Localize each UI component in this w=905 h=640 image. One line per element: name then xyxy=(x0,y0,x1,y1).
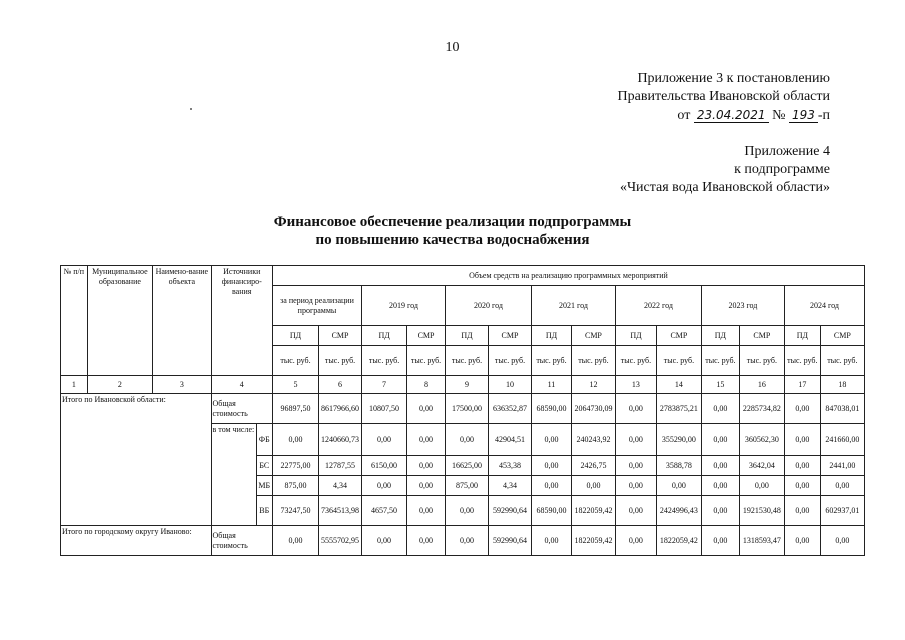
appendix-line-1: Приложение 4 xyxy=(744,144,830,159)
table-body xyxy=(61,266,865,556)
value-cell: 0,00 xyxy=(701,496,739,526)
header-pd: ПД xyxy=(701,326,739,346)
column-number: 14 xyxy=(656,376,701,394)
value-cell: 8617966,60 xyxy=(319,394,362,424)
value-cell: 0,00 xyxy=(701,476,739,496)
value-cell: 0,00 xyxy=(445,496,488,526)
header-year: 2021 год xyxy=(531,286,615,326)
approval-line-1: Приложение 3 к постановлению xyxy=(637,71,830,86)
value-cell: 360562,30 xyxy=(739,424,784,456)
header-pd: ПД xyxy=(362,326,407,346)
value-cell: 42904,51 xyxy=(488,424,531,456)
value-cell: 16625,00 xyxy=(445,456,488,476)
approval-date-handwritten: 23.04.2021 xyxy=(694,108,769,123)
header-municipality: Муниципальное образование xyxy=(87,266,153,376)
title-line-1: Финансовое обеспечение реализации подпрограммы xyxy=(273,214,632,230)
value-cell: 2783875,21 xyxy=(656,394,701,424)
header-unit: тыс. руб. xyxy=(407,346,446,376)
table-row xyxy=(61,526,865,556)
header-unit: тыс. руб. xyxy=(820,346,864,376)
value-cell: 1822059,42 xyxy=(571,496,615,526)
including-label: в том числе: xyxy=(211,424,256,526)
total-region-label: Итого по Ивановской области: xyxy=(61,394,212,526)
value-cell: 240243,92 xyxy=(571,424,615,456)
value-cell: 0,00 xyxy=(820,526,864,556)
value-cell: 0,00 xyxy=(615,496,656,526)
approval-line-2: Правительства Ивановской области xyxy=(617,89,830,104)
value-cell: 4,34 xyxy=(488,476,531,496)
header-unit: тыс. руб. xyxy=(784,346,820,376)
value-cell: 0,00 xyxy=(784,526,820,556)
value-cell: 0,00 xyxy=(362,476,407,496)
value-cell: 875,00 xyxy=(445,476,488,496)
source-total-cost: Общая стоимость xyxy=(211,526,272,556)
value-cell: 1318593,47 xyxy=(739,526,784,556)
header-unit: тыс. руб. xyxy=(571,346,615,376)
document-title xyxy=(0,213,905,249)
value-cell: 0,00 xyxy=(615,394,656,424)
header-pd: ПД xyxy=(445,326,488,346)
column-number: 11 xyxy=(531,376,571,394)
value-cell: 17500,00 xyxy=(445,394,488,424)
value-cell: 0,00 xyxy=(820,476,864,496)
value-cell: 0,00 xyxy=(531,456,571,476)
header-unit: тыс. руб. xyxy=(319,346,362,376)
header-smr: СМР xyxy=(656,326,701,346)
column-number: 17 xyxy=(784,376,820,394)
value-cell: 1822059,42 xyxy=(656,526,701,556)
value-cell: 0,00 xyxy=(656,476,701,496)
value-cell: 0,00 xyxy=(784,394,820,424)
value-cell: 0,00 xyxy=(407,526,446,556)
column-number: 12 xyxy=(571,376,615,394)
column-number: 16 xyxy=(739,376,784,394)
column-number: 7 xyxy=(362,376,407,394)
header-year: 2024 год xyxy=(784,286,864,326)
value-cell: 0,00 xyxy=(739,476,784,496)
header-year: 2023 год xyxy=(701,286,784,326)
source-code: ВБ xyxy=(256,496,272,526)
value-cell: 0,00 xyxy=(784,496,820,526)
value-cell: 68590,00 xyxy=(531,394,571,424)
column-number: 4 xyxy=(211,376,272,394)
value-cell: 0,00 xyxy=(531,476,571,496)
column-number: 8 xyxy=(407,376,446,394)
value-cell: 0,00 xyxy=(407,394,446,424)
value-cell: 241660,00 xyxy=(820,424,864,456)
header-unit: тыс. руб. xyxy=(362,346,407,376)
header-volume: Объем средств на реализацию программных мероприятий xyxy=(272,266,864,286)
value-cell: 0,00 xyxy=(615,424,656,456)
approval-number-suffix: -п xyxy=(817,108,830,123)
header-year: 2019 год xyxy=(362,286,446,326)
header-source: Источники финансиро-вания xyxy=(211,266,272,376)
financing-table xyxy=(60,265,865,556)
title-line-2: по повышению качества водоснабжения xyxy=(315,232,590,248)
value-cell: 73247,50 xyxy=(272,496,318,526)
value-cell: 592990,64 xyxy=(488,496,531,526)
header-unit: тыс. руб. xyxy=(615,346,656,376)
value-cell: 3642,04 xyxy=(739,456,784,476)
value-cell: 3588,78 xyxy=(656,456,701,476)
approval-block xyxy=(618,70,830,125)
value-cell: 0,00 xyxy=(784,424,820,456)
header-pd: ПД xyxy=(784,326,820,346)
header-pd: ПД xyxy=(615,326,656,346)
value-cell: 0,00 xyxy=(571,476,615,496)
value-cell: 0,00 xyxy=(701,394,739,424)
value-cell: 2285734,82 xyxy=(739,394,784,424)
header-period: за период реализации программы xyxy=(272,286,361,326)
appendix-block xyxy=(620,143,830,197)
column-number: 1 xyxy=(61,376,88,394)
column-number: 6 xyxy=(319,376,362,394)
value-cell: 0,00 xyxy=(615,456,656,476)
value-cell: 0,00 xyxy=(531,526,571,556)
column-number: 15 xyxy=(701,376,739,394)
appendix-line-3: «Чистая вода Ивановской области» xyxy=(619,180,830,195)
header-smr: СМР xyxy=(488,326,531,346)
value-cell: 2424996,43 xyxy=(656,496,701,526)
value-cell: 4657,50 xyxy=(362,496,407,526)
header-smr: СМР xyxy=(820,326,864,346)
value-cell: 0,00 xyxy=(615,476,656,496)
value-cell: 12787,55 xyxy=(319,456,362,476)
source-code: МБ xyxy=(256,476,272,496)
column-number: 13 xyxy=(615,376,656,394)
column-number: 3 xyxy=(153,376,211,394)
header-num: № п/п xyxy=(61,266,88,376)
appendix-line-2: к подпрограмме xyxy=(734,162,830,177)
value-cell: 68590,00 xyxy=(531,496,571,526)
value-cell: 22775,00 xyxy=(272,456,318,476)
value-cell: 2441,00 xyxy=(820,456,864,476)
value-cell: 0,00 xyxy=(784,456,820,476)
header-unit: тыс. руб. xyxy=(272,346,318,376)
header-smr: СМР xyxy=(319,326,362,346)
value-cell: 0,00 xyxy=(701,526,739,556)
column-number: 18 xyxy=(820,376,864,394)
value-cell: 1240660,73 xyxy=(319,424,362,456)
page-number: 10 xyxy=(445,40,460,55)
header-unit: тыс. руб. xyxy=(656,346,701,376)
value-cell: 0,00 xyxy=(445,526,488,556)
value-cell: 453,38 xyxy=(488,456,531,476)
value-cell: 6150,00 xyxy=(362,456,407,476)
header-smr: СМР xyxy=(739,326,784,346)
source-code: ФБ xyxy=(256,424,272,456)
value-cell: 0,00 xyxy=(407,496,446,526)
header-unit: тыс. руб. xyxy=(701,346,739,376)
source-total-cost: Общая стоимость xyxy=(211,394,272,424)
approval-number-handwritten: 193 xyxy=(789,108,818,123)
header-year: 2022 год xyxy=(615,286,701,326)
approval-number-label: № xyxy=(772,108,786,123)
column-number: 9 xyxy=(445,376,488,394)
value-cell: 7364513,98 xyxy=(319,496,362,526)
value-cell: 0,00 xyxy=(407,456,446,476)
value-cell: 0,00 xyxy=(272,424,318,456)
value-cell: 5555702,95 xyxy=(319,526,362,556)
value-cell: 636352,87 xyxy=(488,394,531,424)
approval-line-3 xyxy=(618,106,830,125)
column-number: 10 xyxy=(488,376,531,394)
value-cell: 0,00 xyxy=(445,424,488,456)
column-number: 5 xyxy=(272,376,318,394)
value-cell: 847038,01 xyxy=(820,394,864,424)
value-cell: 2064730,09 xyxy=(571,394,615,424)
value-cell: 0,00 xyxy=(701,424,739,456)
value-cell: 875,00 xyxy=(272,476,318,496)
value-cell: 0,00 xyxy=(272,526,318,556)
header-pd: ПД xyxy=(272,326,318,346)
value-cell: 602937,01 xyxy=(820,496,864,526)
header-pd: ПД xyxy=(531,326,571,346)
header-unit: тыс. руб. xyxy=(445,346,488,376)
total-city-label: Итого по городскому округу Иваново: xyxy=(61,526,212,556)
header-unit: тыс. руб. xyxy=(739,346,784,376)
value-cell: 10807,50 xyxy=(362,394,407,424)
value-cell: 0,00 xyxy=(784,476,820,496)
table-row xyxy=(61,394,865,424)
value-cell: 0,00 xyxy=(615,526,656,556)
header-year: 2020 год xyxy=(445,286,531,326)
value-cell: 2426,75 xyxy=(571,456,615,476)
column-number: 2 xyxy=(87,376,153,394)
source-code: БС xyxy=(256,456,272,476)
value-cell: 0,00 xyxy=(407,476,446,496)
value-cell: 0,00 xyxy=(701,456,739,476)
value-cell: 0,00 xyxy=(407,424,446,456)
value-cell: 0,00 xyxy=(531,424,571,456)
value-cell: 96897,50 xyxy=(272,394,318,424)
value-cell: 1921530,48 xyxy=(739,496,784,526)
value-cell: 355290,00 xyxy=(656,424,701,456)
value-cell: 592990,64 xyxy=(488,526,531,556)
scan-speck xyxy=(190,108,192,110)
value-cell: 0,00 xyxy=(362,526,407,556)
value-cell: 1822059,42 xyxy=(571,526,615,556)
value-cell: 0,00 xyxy=(362,424,407,456)
header-unit: тыс. руб. xyxy=(488,346,531,376)
header-smr: СМР xyxy=(407,326,446,346)
header-unit: тыс. руб. xyxy=(531,346,571,376)
value-cell: 4,34 xyxy=(319,476,362,496)
approval-from-label: от xyxy=(677,108,691,123)
header-smr: СМР xyxy=(571,326,615,346)
header-object: Наимено-вание объекта xyxy=(153,266,211,376)
